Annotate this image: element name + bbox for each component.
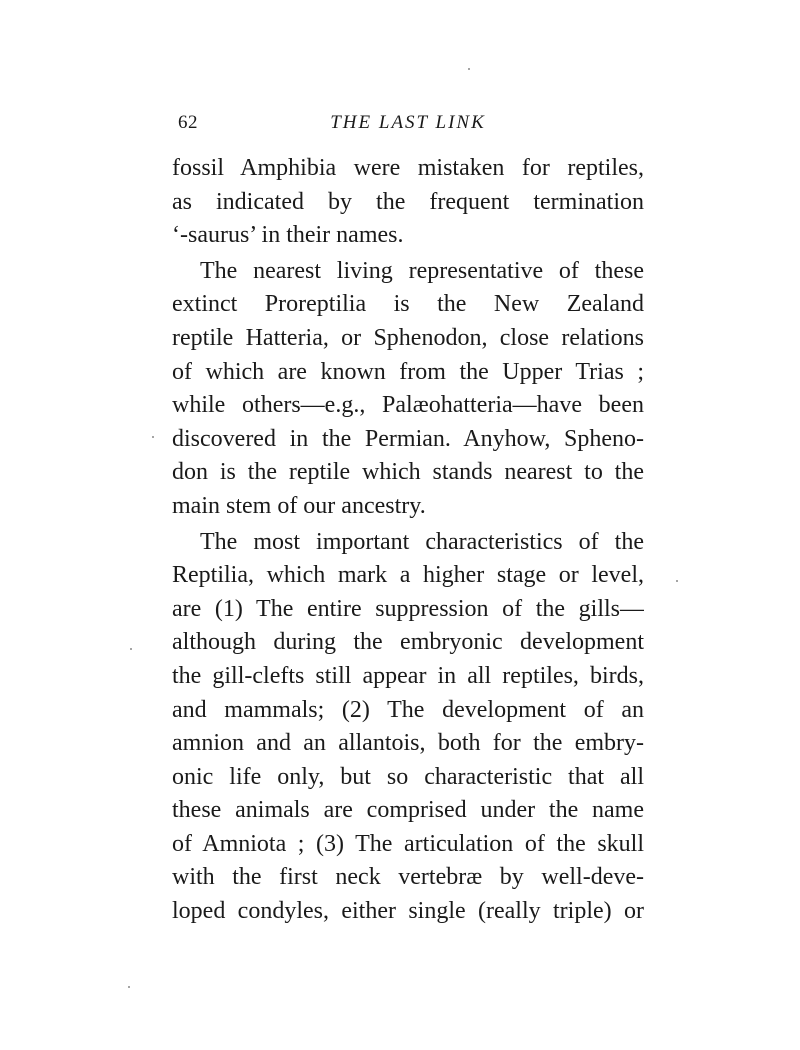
text-line: and mammals; (2) The development of an [172, 696, 644, 723]
text-line: with the first neck vertebræ by well-deve- [172, 864, 644, 891]
paper-speck [676, 580, 678, 582]
page-number: 62 [178, 112, 198, 133]
text-line: onic life only, but so characteristic that all [172, 763, 644, 790]
paper-speck [128, 986, 130, 988]
text-line: main stem of our ancestry. [172, 492, 426, 519]
text-line: although during the embryonic development [172, 629, 644, 656]
paper-speck [468, 68, 470, 70]
text-line: as indicated by the frequent termination [172, 188, 644, 215]
text-line: don is the reptile which stands nearest to the [172, 459, 644, 486]
paper-speck [130, 648, 132, 650]
body-text [172, 152, 644, 929]
paragraph [172, 255, 644, 524]
text-line: these animals are comprised under the name [172, 797, 644, 824]
text-line: reptile Hatteria, or Sphenodon, close relations [172, 324, 644, 351]
text-line: while others—e.g., Palæohatteria—have been [172, 392, 644, 419]
text-line: the gill-clefts still appear in all reptiles, birds, [172, 662, 644, 689]
text-line: discovered in the Permian. Anyhow, Spheno- [172, 425, 644, 452]
text-line: Reptilia, which mark a higher stage or level, [172, 562, 644, 589]
text-line: are (1) The entire suppression of the gills— [172, 595, 644, 622]
running-title: THE LAST LINK [330, 112, 486, 133]
paragraph [172, 152, 644, 253]
page-header [172, 112, 644, 138]
paragraph [172, 526, 644, 929]
text-line: of which are known from the Upper Trias ; [172, 358, 644, 385]
paper-speck [152, 436, 154, 438]
text-line: amnion and an allantois, both for the embry- [172, 730, 644, 757]
text-line: fossil Amphibia were mistaken for reptiles, [172, 155, 644, 181]
text-line: The most important characteristics of the [200, 528, 644, 555]
text-line: The nearest living representative of these [200, 257, 644, 284]
text-line: extinct Proreptilia is the New Zealand [172, 291, 644, 318]
text-line: ‘-saurus’ in their names. [172, 222, 404, 249]
text-line: loped condyles, either single (really triple) or [172, 898, 644, 925]
text-line: of Amniota ; (3) The articulation of the skull [172, 830, 644, 857]
